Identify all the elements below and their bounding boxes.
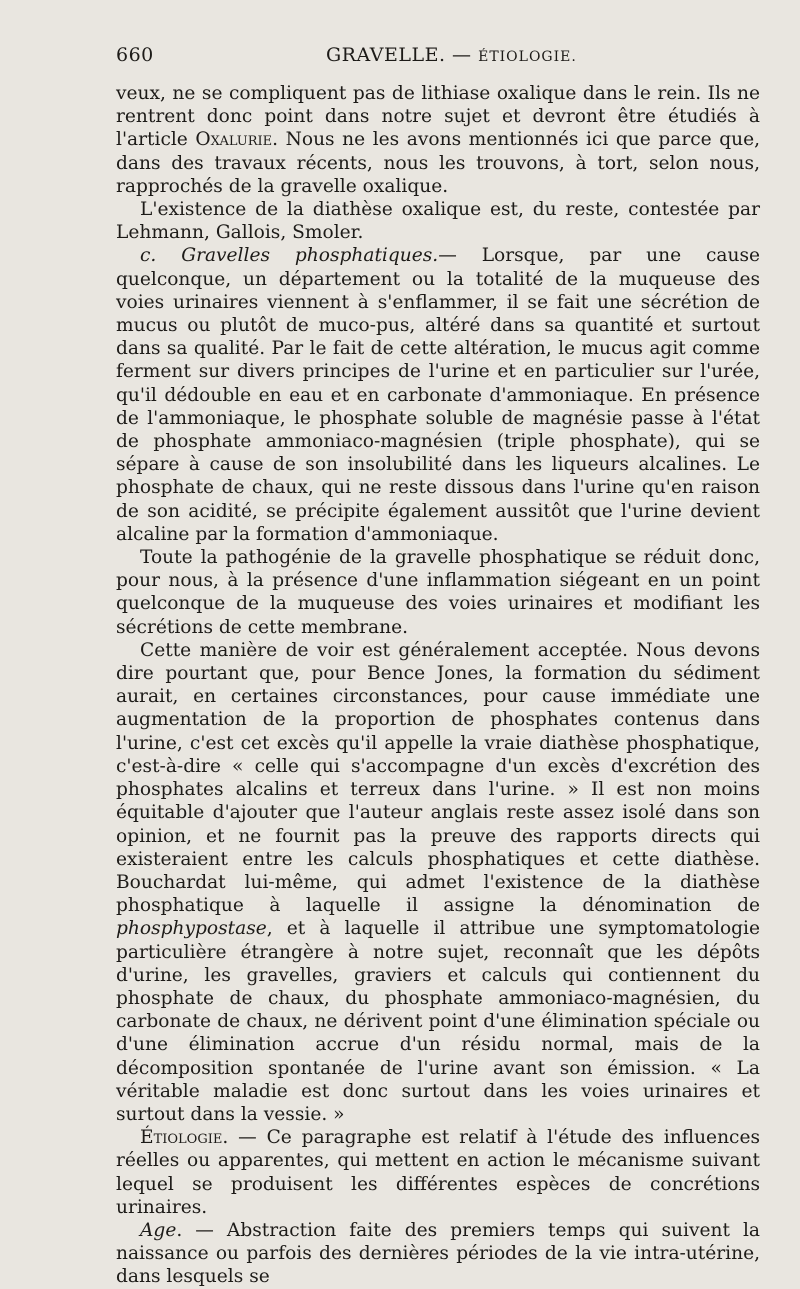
- running-title: [228, 44, 760, 66]
- p7-text: . — Abstraction faite des premiers temps qui suivent la naissance ou parfois des dernières périodes de la vie intra-utérine, dans lesquels se: [116, 1219, 760, 1288]
- paragraph-2: L'existence de la diathèse oxalique est, du reste, contestée par Lehmann, Gallois, Smoler.: [116, 199, 760, 244]
- body-text: [116, 82, 760, 1289]
- paragraph-3: [116, 244, 760, 546]
- p1-text: veux, ne se compliquent pas de lithiase oxalique dans le rein. Ils ne rentrent donc point dans notre sujet et devront être étudiés à l'article: [116, 83, 760, 151]
- chapter-title: GRAVELLE.: [326, 44, 446, 66]
- p1-small-caps: Oxalurie: [195, 129, 273, 151]
- section-title: ÉTIOLOGIE.: [478, 49, 577, 65]
- paragraph-7: [116, 1219, 760, 1289]
- p3-text: — Lorsque, par une cause quelconque, un département ou la totalité de la muqueuse des voies urinaires viennent à s'enflammer, il se fait une sécrétion de mucus ou plutôt de muco-pus, altéré dans sa quantité et surtout dans sa qualité. Par le fait de cette altération, le mucus agit comme ferment sur divers principes de l'urine et en particulier sur l'urée, qu'il dédouble en eau et en carbonate d'ammoniaque. En présence de l'ammoniaque, le phosphate soluble de magnésie passe à l'état de phosphate ammoniaco-magnésien (triple phosphate), qui se sépare à cause de son insolubilité dans les liqueurs alcalines. Le phosphate de chaux, qui ne reste dissous dans l'urine qu'en raison de son acidité, se précipite également aussitôt que l'urine devient alcaline par la formation d'ammoniaque.: [116, 245, 760, 545]
- paragraph-1: [116, 82, 760, 198]
- running-header: [116, 44, 760, 82]
- paragraph-4: Toute la pathogénie de la gravelle phosphatique se réduit donc, pour nous, à la présence d'une inflammation siégeant en un point quelconque de la muqueuse des voies urinaires et modifiant les sécrétions de cette membrane.: [116, 547, 760, 638]
- title-separator: —: [452, 44, 472, 66]
- paragraph-6: [116, 1126, 760, 1219]
- p1-end: . Nous ne les avons mentionnés ici que parce que, dans des travaux récents, nous les trouvons, à tort, selon nous, rapprochés de la gravelle oxalique.: [116, 129, 760, 197]
- page-number: 660: [116, 44, 154, 66]
- p7-heading: Age: [140, 1219, 177, 1241]
- p5-italic: phosphypostase: [116, 918, 267, 940]
- p5-text-b: , et à laquelle il attribue une symptomatologie particulière étrangère à notre sujet, reconnaît que les dépôts d'urine, les gravelles, graviers et calculs qui contiennent du phosphate de chaux, du phosphate ammoniaco-magnésien, du carbonate de chaux, ne dérivent point d'une élimination spéciale ou d'une élimination accrue d'un résidu normal, mais de la décomposition spontanée de l'urine avant son émission. « La véritable maladie est donc surtout dans les voies urinaires et surtout dans la vessie. »: [116, 918, 760, 1125]
- p5-text-a: Cette manière de voir est généralement acceptée. Nous devons dire pourtant que, pour Bence Jones, la formation du sédiment aurait, en certaines circonstances, pour cause immédiate une augmentation de la proportion de phosphates contenus dans l'urine, c'est cet excès qu'il appelle la vraie diathèse phosphatique, c'est-à-dire « celle qui s'accompagne d'un excès d'excrétion des phosphates alcalins et terreux dans l'urine. » Il est non moins équitable d'ajouter que l'auteur anglais reste assez isolé dans son opinion, et ne fournit pas la preuve des rapports directs qui existeraient entre les calculs phosphatiques et cette diathèse. Bouchardat lui-même, qui admet l'existence de la diathèse phosphatique à laquelle il assigne la dénomination de: [116, 639, 760, 917]
- p6-heading: Étiologie: [140, 1127, 223, 1149]
- p3-lead: c. Gravelles phosphatiques.: [140, 245, 439, 267]
- p6-text: . — Ce paragraphe est relatif à l'étude des influences réelles ou apparentes, qui mettent en action le mécanisme suivant lequel se produisent les différentes espèces de concrétions urinaires.: [116, 1127, 760, 1218]
- paragraph-5: [116, 639, 760, 1126]
